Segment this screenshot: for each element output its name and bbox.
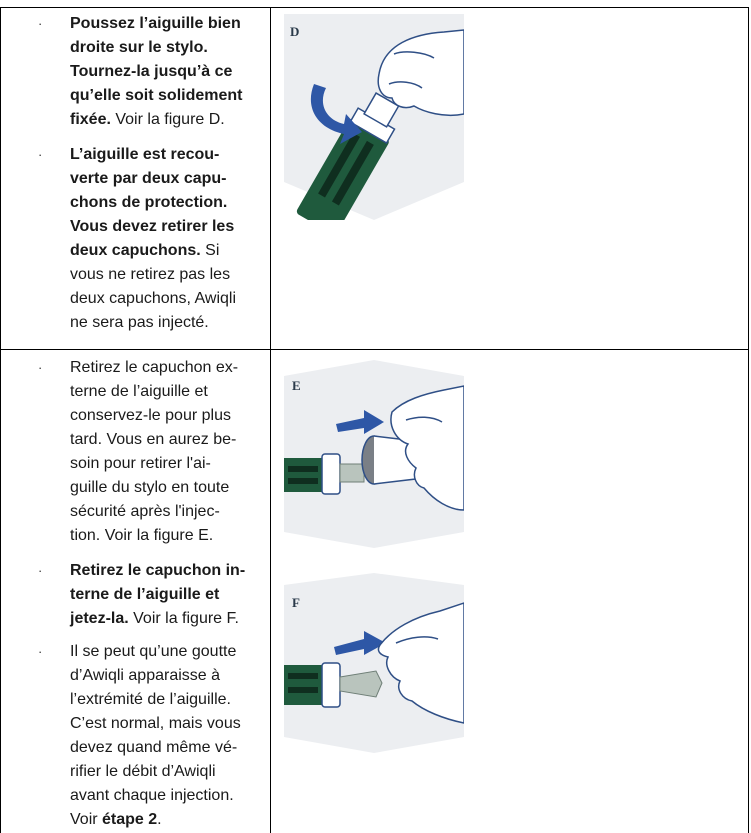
hand-removing-inner-cap-illustration <box>284 573 464 753</box>
text-line: terne de l’aiguille et <box>70 586 220 603</box>
text-line: rifier le débit d’Awiqli <box>70 763 216 780</box>
text-line: sécurité après l'injec- <box>70 503 220 520</box>
figure-d <box>284 14 464 220</box>
text-line: guille du stylo en toute <box>70 479 230 496</box>
text-line: chons de protection. <box>70 194 228 211</box>
text-line: verte par deux capu- <box>70 170 227 187</box>
text-line: jetez-la. Voir la figure F. <box>70 610 239 627</box>
bullet-marker: · <box>38 360 43 375</box>
table-column-divider <box>270 7 271 833</box>
text-line: droite sur le stylo. <box>70 39 208 56</box>
text-line: Poussez l’aiguille bien <box>70 15 241 32</box>
text-line: C’est normal, mais vous <box>70 715 241 732</box>
text-line: L’aiguille est recou- <box>70 146 220 163</box>
text-line: Retirez le capuchon in- <box>70 562 246 579</box>
figure-e <box>284 360 464 548</box>
text-line: deux capuchons, Awiqli <box>70 290 237 307</box>
row2-bullet2-text <box>70 559 268 631</box>
text-line: qu’elle soit solidement <box>70 87 243 104</box>
hand-attaching-needle-illustration <box>284 14 464 220</box>
text-line: d’Awiqli apparaisse à <box>70 667 221 684</box>
text-line: Tournez-la jusqu’à ce <box>70 63 233 80</box>
text-line: Voir étape 2. <box>70 811 162 828</box>
text-line: l’extrémité de l’aiguille. <box>70 691 231 708</box>
figure-letter-e: E <box>292 378 301 393</box>
text-line: soin pour retirer l'ai- <box>70 455 211 472</box>
text-line: Retirez le capuchon ex- <box>70 359 239 376</box>
bullet-marker: · <box>38 644 43 659</box>
text-line: Vous devez retirer les <box>70 218 235 235</box>
bullet-marker: · <box>38 16 43 31</box>
text-line: tion. Voir la figure E. <box>70 527 214 544</box>
bullet-marker: · <box>38 147 43 162</box>
table-row-divider <box>0 349 749 350</box>
text-line: tard. Vous en aurez be- <box>70 431 237 448</box>
row2-bullet1-text <box>70 356 268 548</box>
text-line: ne sera pas injecté. <box>70 314 209 331</box>
table-border-right <box>748 7 749 833</box>
text-line: vous ne retirez pas les <box>70 266 231 283</box>
text-line: deux capuchons. Si <box>70 242 220 259</box>
text-line: Il se peut qu’une goutte <box>70 643 237 660</box>
row2-bullet3-text <box>70 640 268 832</box>
hand-removing-outer-cap-illustration <box>284 360 464 548</box>
text-line: avant chaque injection. <box>70 787 234 804</box>
table-border-top <box>0 7 749 8</box>
row1-bullet2-text <box>70 143 268 335</box>
figure-letter-f: F <box>292 595 300 610</box>
table-border-left <box>0 7 1 833</box>
row1-bullet1-text <box>70 12 268 132</box>
figure-letter-d: D <box>290 24 300 39</box>
text-line: terne de l’aiguille et <box>70 383 208 400</box>
text-line: conservez-le pour plus <box>70 407 231 424</box>
figure-f <box>284 573 464 753</box>
text-line: devez quand même vé- <box>70 739 238 756</box>
bullet-marker: · <box>38 563 43 578</box>
text-line: fixée. Voir la figure D. <box>70 111 225 128</box>
